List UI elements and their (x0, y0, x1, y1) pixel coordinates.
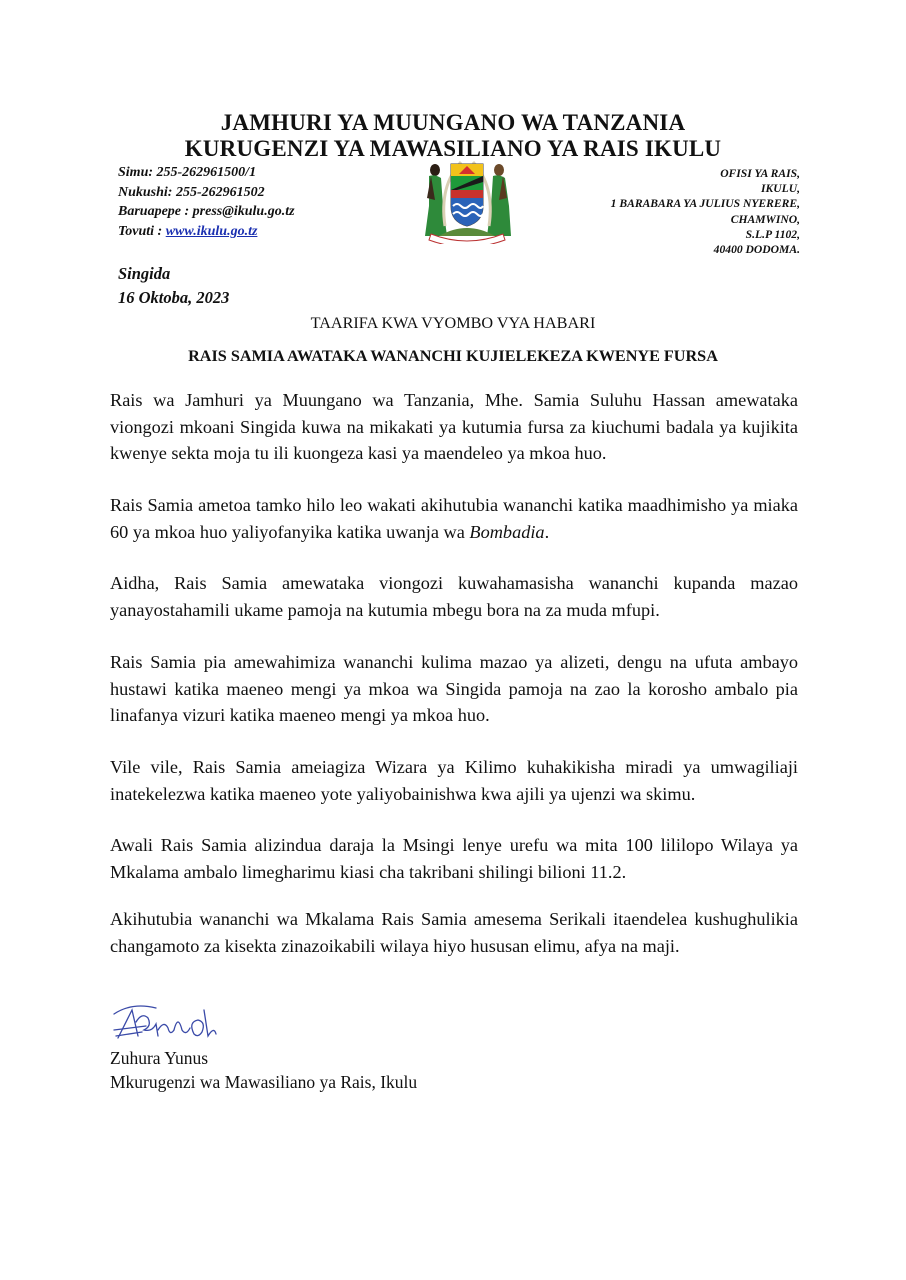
headline: RAIS SAMIA AWATAKA WANANCHI KUJIELEKEZA KWENYE FURSA (188, 347, 718, 365)
signatory-title: Mkurugenzi wa Mawasiliano ya Rais, Ikulu (110, 1072, 418, 1092)
phone-number: Simu: 255-262961500/1 (118, 165, 257, 180)
address-line: CHAMWINO, (730, 212, 800, 226)
signatory-block (110, 1046, 417, 1094)
address-line: OFISI YA RAIS, (720, 167, 800, 180)
paragraph-text: Akihutubia wananchi wa Mkalama Rais Samia amesema Serikali itaendelea kushughulikia changamoto za kisekta zinazoikabili wilaya hiyo hususan elimu, afya na maji. (110, 909, 798, 956)
address-line: 40400 DODOMA. (713, 243, 800, 257)
coat-of-arms-icon (421, 156, 513, 244)
signatory-name: Zuhura Yunus (110, 1048, 209, 1068)
place-date (118, 262, 229, 310)
paragraph-4 (110, 649, 798, 729)
paragraph-text (110, 492, 798, 545)
website-link[interactable]: www.ikulu.go.tz (165, 223, 258, 239)
date: 16 Oktoba, 2023 (118, 288, 230, 307)
paragraph-text: Vile vile, Rais Samia ameiagiza Wizara ya Kilimo kuhakikisha miradi ya umwagiliaji inatekelezwa katika maeneo yote yaliyobainishwa kwa ajili ya ujenzi wa skimu. (110, 757, 798, 804)
address-line: S.L.P 1102, (745, 227, 800, 241)
paragraph-3 (110, 570, 798, 623)
paragraph-text: Rais wa Jamhuri ya Muungano wa Tanzania, Mhe. Samia Suluhu Hassan amewataka viongozi mkoani Singida kuwa na mikakati ya kutumia fursa za kiuchumi badala ya kujikita kwenye sekta moja tu ili kuongeza kasi ya maendeleo ya mkoa huo. (110, 390, 798, 463)
paragraph-6 (110, 832, 798, 885)
document-title-line2: KURUGENZI YA MAWASILIANO YA RAIS IKULU (184, 136, 722, 161)
paragraph-1 (110, 387, 798, 467)
paragraph-text: Aidha, Rais Samia amewataka viongozi kuwahamasisha wananchi kupanda mazao yanayostahamili ukame pamoja na kutumia mbegu bora na za muda mfupi. (110, 573, 798, 620)
place: Singida (118, 264, 171, 283)
paragraph-end: . (544, 521, 550, 542)
email-address: Baruapepe : press@ikulu.go.tz (118, 204, 295, 219)
signature-icon (112, 1000, 222, 1046)
paragraph-7 (110, 906, 798, 959)
paragraph-text: Awali Rais Samia alizindua daraja la Msingi lenye urefu wa mita 100 lililopo Wilaya ya Mkalama ambalo limegharimu kiasi cha takribani shilingi bilioni 11.2. (110, 835, 798, 882)
contact-block (118, 163, 295, 241)
stadium-name: Bombadia (469, 521, 545, 542)
paragraph-text-main: Rais Samia ametoa tamko hilo leo wakati akihutubia wananchi katika maadhimisho ya miaka 60 ya mkoa huo yaliyofanyika katika uwanja wa (110, 495, 798, 542)
website-line (118, 222, 295, 242)
website-label: Tovuti : (118, 223, 166, 239)
document-type: TAARIFA KWA VYOMBO VYA HABARI (310, 314, 596, 332)
fax-number: Nukushi: 255-262961502 (118, 184, 265, 200)
paragraph-2 (110, 492, 798, 545)
address-line: 1 BARABARA YA JULIUS NYERERE, (610, 197, 800, 211)
document-title-line1: JAMHURI YA MUUNGANO WA TANZANIA (220, 110, 686, 135)
paragraph-5 (110, 754, 798, 807)
paragraph-text: Rais Samia pia amewahimiza wananchi kulima mazao ya alizeti, dengu na ufuta ambayo hustawi katika maeneo mengi ya mkoa wa Singida pamoja na zao la korosho ambalo pia linafanya vizuri katika maeneo mengi ya mkoa huo. (110, 652, 798, 725)
address-block (611, 166, 800, 257)
address-line: IKULU, (761, 182, 800, 196)
